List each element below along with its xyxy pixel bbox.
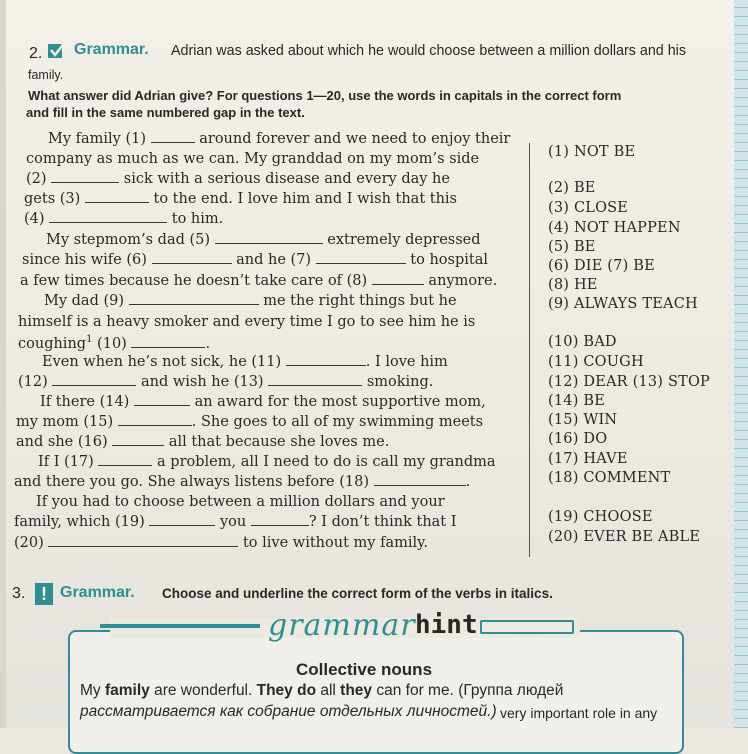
answer-word: (9) ALWAYS TEACH xyxy=(548,296,698,312)
page-edge xyxy=(0,0,6,728)
text-line: and there you go. She always listens before (18) . xyxy=(14,474,471,490)
hint-explanation-line: рассматривается как собрание отдельных личностей.) xyxy=(80,703,497,720)
answer-word: (3) CLOSE xyxy=(548,200,629,216)
exercise-2-intro: Adrian was asked about which he would choose between a million dollars and his xyxy=(171,43,686,59)
gap-10[interactable] xyxy=(131,336,205,348)
hint-title: Collective nouns xyxy=(296,660,433,679)
text-line: (4) to him. xyxy=(24,211,224,227)
answer-word: (2) BE xyxy=(548,180,596,196)
gap-17[interactable] xyxy=(98,454,152,466)
gap-3[interactable] xyxy=(85,191,149,203)
answer-word: (17) HAVE xyxy=(548,451,628,467)
answer-word: (12) DEAR (13) STOP xyxy=(548,374,711,390)
pencil-icon xyxy=(480,620,574,634)
column-divider xyxy=(529,143,530,557)
answer-word: (11) COUGH xyxy=(548,354,644,370)
gap-6[interactable] xyxy=(152,252,232,264)
hint-stripe-decoration xyxy=(100,624,260,628)
text-line: a few times because he doesn’t take care of (8) anymore. xyxy=(20,273,498,289)
text-line: If there (14) an award for the most supportive mom, xyxy=(40,394,486,410)
text-line: since his wife (6) and he (7) to hospital xyxy=(22,252,489,268)
checkmark-icon xyxy=(48,40,68,58)
gap-5[interactable] xyxy=(215,232,323,244)
answer-word: (15) WIN xyxy=(548,412,618,428)
hint-script-word: grammar xyxy=(268,608,416,643)
gap-9[interactable] xyxy=(129,293,259,305)
answer-word: (5) BE xyxy=(548,239,596,255)
answer-word: (16) DO xyxy=(548,431,608,447)
text-line: If you had to choose between a million dollars and your xyxy=(36,494,445,510)
gap-2[interactable] xyxy=(51,171,119,183)
gap-18[interactable] xyxy=(374,474,466,486)
gap-15[interactable] xyxy=(118,414,192,426)
text-line: company as much as we can. My granddad on my mom’s side xyxy=(26,151,480,167)
exercise-3-number: 3. xyxy=(12,585,26,602)
gap-4[interactable] xyxy=(49,211,167,223)
gap-12[interactable] xyxy=(52,374,136,386)
hint-next-line: very important role in any xyxy=(500,705,658,721)
exercise-2-heading: Grammar. xyxy=(74,41,149,58)
gap-19[interactable] xyxy=(149,514,215,526)
exercise-2-number: 2. xyxy=(29,45,43,62)
text-line: coughing$^1$ (10) . xyxy=(18,334,211,352)
margin-grid-decoration xyxy=(734,0,748,728)
gap-1[interactable] xyxy=(151,131,195,143)
gap-19b[interactable] xyxy=(251,514,309,526)
answer-word: (10) BAD xyxy=(548,334,617,350)
text-line: my mom (15) . She goes to all of my swimming meets xyxy=(16,414,484,430)
hint-bold-word: hint xyxy=(415,610,478,640)
text-line: himself is a heavy smoker and every time I go to see him he is xyxy=(18,314,476,330)
answer-word: (19) CHOOSE xyxy=(548,509,653,525)
text-line: My stepmom’s dad (5) extremely depressed xyxy=(46,232,481,248)
text-line: If I (17) a problem, all I need to do is call my grandma xyxy=(38,454,496,470)
gap-8[interactable] xyxy=(372,273,424,285)
gap-16[interactable] xyxy=(112,434,164,446)
text-line: My dad (9) me the right things but he xyxy=(44,293,457,309)
answer-word: (4) NOT HAPPEN xyxy=(548,220,681,236)
answer-word: (1) NOT BE xyxy=(548,144,636,160)
exercise-2-task-end: and fill in the same numbered gap in the text. xyxy=(26,105,305,120)
text-line: (20) to live without my family. xyxy=(14,535,428,551)
hint-example-line: My family are wonderful. They do all they can for me. (Группа людей xyxy=(80,682,564,699)
exercise-2-task: What answer did Adrian give? For questions 1—20, use the words in capitals in the correct form xyxy=(28,88,622,103)
text-line: (2) sick with a serious disease and every day he xyxy=(26,171,450,187)
text-line: gets (3) to the end. I love him and I wish that this xyxy=(24,191,458,207)
text-line: (12) and wish he (13) smoking. xyxy=(18,374,434,390)
gap-14[interactable] xyxy=(134,394,190,406)
answer-word: (20) EVER BE ABLE xyxy=(548,529,701,545)
gap-20[interactable] xyxy=(48,535,238,547)
gap-13[interactable] xyxy=(268,374,362,386)
gap-7[interactable] xyxy=(316,252,406,264)
text-line: Even when he’s not sick, he (11) . I love him xyxy=(42,354,448,370)
text-line: My family (1) around forever and we need to enjoy their xyxy=(48,131,511,147)
answer-word: (18) COMMENT xyxy=(548,470,671,486)
answer-word: (6) DIE (7) BE xyxy=(548,258,655,274)
exercise-2-intro-end: family. xyxy=(28,68,64,82)
exercise-3-heading: Grammar. xyxy=(60,584,135,601)
answer-word: (14) BE xyxy=(548,393,606,409)
exclamation-icon: ! xyxy=(35,583,53,605)
text-line: and she (16) all that because she loves me. xyxy=(16,434,390,450)
gap-11[interactable] xyxy=(286,354,366,366)
text-line: family, which (19) you ? I don’t think that I xyxy=(14,514,457,530)
exercise-3-instruction: Choose and underline the correct form of the verbs in italics. xyxy=(162,586,553,601)
answer-word: (8) HE xyxy=(548,277,598,293)
